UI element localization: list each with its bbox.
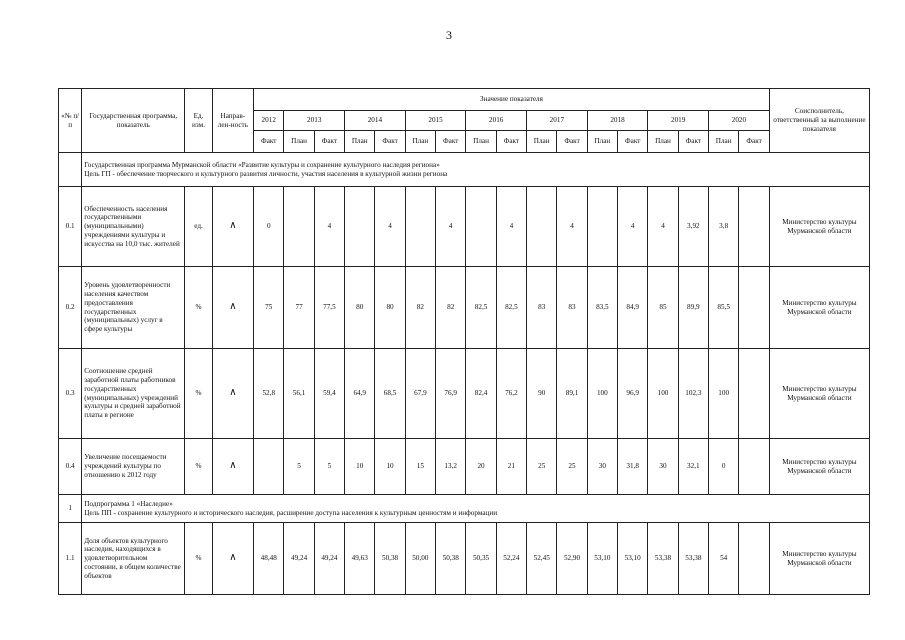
value-cell: 53,10	[618, 523, 648, 595]
subheader-fact: Факт	[739, 131, 770, 153]
value-cell: 53,38	[678, 523, 708, 595]
direction-increase-icon: ∧	[229, 552, 237, 564]
subprogram-num: 1	[59, 495, 82, 523]
year-2014: 2014	[345, 111, 406, 131]
value-cell: 0	[709, 439, 739, 495]
value-cell: 50,38	[436, 523, 466, 595]
unit-cell: %	[185, 267, 212, 349]
value-cell: 21	[496, 439, 526, 495]
value-cell	[739, 439, 770, 495]
value-cell: 82,4	[466, 349, 496, 439]
unit-cell: %	[185, 523, 212, 595]
value-cell: 52,90	[557, 523, 587, 595]
year-2013: 2013	[284, 111, 345, 131]
table-row	[59, 349, 870, 439]
indicator-name: Соотношение средней заработной платы работников государственных (муниципальных) учреждений культуры и средней заработной платы в регионе	[82, 349, 185, 439]
year-2016: 2016	[466, 111, 527, 131]
value-cell: 102,3	[678, 349, 708, 439]
header-program: Государственная программа, показатель	[82, 89, 185, 153]
value-cell: 0	[254, 187, 284, 267]
value-cell	[739, 267, 770, 349]
value-cell: 10	[345, 439, 375, 495]
value-cell: 50,38	[375, 523, 405, 595]
subprogram-cell	[82, 495, 870, 523]
value-cell: 31,8	[618, 439, 648, 495]
value-cell: 76,9	[436, 349, 466, 439]
unit-cell: %	[185, 439, 212, 495]
unit-cell: %	[185, 349, 212, 439]
value-cell: 3,8	[709, 187, 739, 267]
value-cell: 59,4	[314, 349, 344, 439]
indicator-name: Обеспеченность населения государственными (муниципальными) учреждениями культуры и искусства на 10,0 тыс. жителей	[82, 187, 185, 267]
unit-cell: ед.	[185, 187, 212, 267]
value-cell: 75	[254, 267, 284, 349]
value-cell: 53,38	[648, 523, 678, 595]
year-2018: 2018	[587, 111, 648, 131]
value-cell	[739, 187, 770, 267]
value-cell: 4	[314, 187, 344, 267]
value-cell: 83	[527, 267, 557, 349]
value-cell: 49,24	[314, 523, 344, 595]
subheader-plan: План	[648, 131, 678, 153]
direction-increase-icon: ∧	[229, 460, 237, 472]
value-cell	[345, 187, 375, 267]
value-cell: 77	[284, 267, 314, 349]
value-cell: 30	[648, 439, 678, 495]
subheader-fact: Факт	[314, 131, 344, 153]
value-cell: 10	[375, 439, 405, 495]
row-number: 0.3	[59, 349, 82, 439]
value-cell: 3,92	[678, 187, 708, 267]
header-direction: Направ-лен-ность	[212, 89, 253, 153]
value-cell	[466, 187, 496, 267]
value-cell: 53,10	[587, 523, 617, 595]
subheader-fact: Факт	[618, 131, 648, 153]
value-cell: 4	[618, 187, 648, 267]
direction-increase-icon: ∧	[229, 220, 237, 232]
value-cell: 48,48	[254, 523, 284, 595]
header-row-1	[59, 89, 870, 111]
executor-cell: Министерство культуры Мурманской области	[769, 187, 869, 267]
header-values-group: Значение показателя	[254, 89, 770, 111]
program-title: Государственная программа Мурманской области «Развитие культуры и сохранение культурного наследия региона»	[84, 160, 440, 169]
value-cell: 68,5	[375, 349, 405, 439]
value-cell: 82	[405, 267, 435, 349]
value-cell: 83	[557, 267, 587, 349]
row-number: 0.1	[59, 187, 82, 267]
direction-cell	[212, 523, 253, 595]
subheader-plan: План	[284, 131, 314, 153]
year-2020: 2020	[709, 111, 770, 131]
subheader-plan: План	[345, 131, 375, 153]
value-cell	[739, 349, 770, 439]
value-cell: 49,63	[345, 523, 375, 595]
value-cell	[739, 523, 770, 595]
row-number: 0.4	[59, 439, 82, 495]
row-number: 0.2	[59, 267, 82, 349]
value-cell	[284, 187, 314, 267]
subheader-fact: Факт	[254, 131, 284, 153]
header-unit: Ед. изм.	[185, 89, 212, 153]
value-cell: 52,45	[527, 523, 557, 595]
value-cell: 89,9	[678, 267, 708, 349]
value-cell: 56,1	[284, 349, 314, 439]
value-cell: 82	[436, 267, 466, 349]
table-row	[59, 187, 870, 267]
subprogram-row	[59, 495, 870, 523]
direction-cell	[212, 349, 253, 439]
program-goal-row	[59, 153, 870, 187]
value-cell: 4	[648, 187, 678, 267]
value-cell: 80	[345, 267, 375, 349]
direction-cell	[212, 439, 253, 495]
executor-cell: Министерство культуры Мурманской области	[769, 439, 869, 495]
value-cell: 13,2	[436, 439, 466, 495]
value-cell: 80	[375, 267, 405, 349]
subheader-plan: План	[527, 131, 557, 153]
program-goal-cell	[82, 153, 870, 187]
subprogram-goal: Цель ПП - сохранение культурного и исторического наследия, расширение доступа населения к культурным ценностям и информации	[84, 508, 498, 517]
table-row	[59, 267, 870, 349]
value-cell: 20	[466, 439, 496, 495]
value-cell	[587, 187, 617, 267]
direction-cell	[212, 187, 253, 267]
value-cell	[527, 187, 557, 267]
subheader-fact: Факт	[678, 131, 708, 153]
value-cell: 85	[648, 267, 678, 349]
indicator-name: Уровень удовлетворенности населения качеством предоставления государственных (муниципальных) услуг в сфере культуры	[82, 267, 185, 349]
value-cell: 4	[496, 187, 526, 267]
value-cell: 76,2	[496, 349, 526, 439]
row-number: 1.1	[59, 523, 82, 595]
value-cell: 83,5	[587, 267, 617, 349]
value-cell: 4	[557, 187, 587, 267]
indicator-name: Доля объектов культурного наследия, находящихся в удовлетворительном состоянии, в общем количестве объектов	[82, 523, 185, 595]
year-2019: 2019	[648, 111, 709, 131]
value-cell: 25	[557, 439, 587, 495]
executor-cell: Министерство культуры Мурманской области	[769, 267, 869, 349]
indicator-table	[58, 88, 870, 595]
value-cell: 100	[587, 349, 617, 439]
value-cell: 77,5	[314, 267, 344, 349]
value-cell: 4	[436, 187, 466, 267]
subheader-fact: Факт	[436, 131, 466, 153]
value-cell: 52,8	[254, 349, 284, 439]
subheader-plan: План	[466, 131, 496, 153]
subheader-plan: План	[405, 131, 435, 153]
direction-cell	[212, 267, 253, 349]
value-cell: 32,1	[678, 439, 708, 495]
executor-cell: Министерство культуры Мурманской области	[769, 523, 869, 595]
value-cell: 50,35	[466, 523, 496, 595]
value-cell: 67,9	[405, 349, 435, 439]
table-row	[59, 439, 870, 495]
subheader-fact: Факт	[496, 131, 526, 153]
year-2012: 2012	[254, 111, 284, 131]
value-cell: 54	[709, 523, 739, 595]
value-cell: 5	[284, 439, 314, 495]
year-2017: 2017	[527, 111, 588, 131]
year-2015: 2015	[405, 111, 466, 131]
table-row	[59, 523, 870, 595]
direction-increase-icon: ∧	[229, 301, 237, 313]
value-cell: 4	[375, 187, 405, 267]
value-cell: 50,00	[405, 523, 435, 595]
header-num: «№ п/п	[59, 89, 82, 153]
value-cell: 96,9	[618, 349, 648, 439]
value-cell: 100	[709, 349, 739, 439]
value-cell: 64,9	[345, 349, 375, 439]
value-cell: 84,9	[618, 267, 648, 349]
subheader-plan: План	[709, 131, 739, 153]
value-cell: 52,24	[496, 523, 526, 595]
value-cell: 100	[648, 349, 678, 439]
value-cell: 30	[587, 439, 617, 495]
indicator-name: Увеличение посещаемости учреждений культуры по отношению к 2012 году	[82, 439, 185, 495]
value-cell: 82,5	[466, 267, 496, 349]
value-cell: 82,5	[496, 267, 526, 349]
value-cell: 5	[314, 439, 344, 495]
value-cell	[405, 187, 435, 267]
subprogram-title: Подпрограмма 1 «Наследие»	[84, 499, 173, 508]
executor-cell: Министерство культуры Мурманской области	[769, 349, 869, 439]
value-cell: 15	[405, 439, 435, 495]
value-cell: 49,24	[284, 523, 314, 595]
value-cell: 90	[527, 349, 557, 439]
program-goal: Цель ГП - обеспечение творческого и культурного развития личности, участия населения в культурной жизни региона	[84, 169, 448, 178]
subheader-fact: Факт	[375, 131, 405, 153]
value-cell: 25	[527, 439, 557, 495]
value-cell: 85,5	[709, 267, 739, 349]
header-executor: Соисполнитель, ответственный за выполнение показателя	[769, 89, 869, 153]
value-cell	[254, 439, 284, 495]
direction-increase-icon: ∧	[229, 387, 237, 399]
subheader-fact: Факт	[557, 131, 587, 153]
subheader-plan: План	[587, 131, 617, 153]
page-number: 3	[446, 28, 452, 42]
value-cell: 89,1	[557, 349, 587, 439]
